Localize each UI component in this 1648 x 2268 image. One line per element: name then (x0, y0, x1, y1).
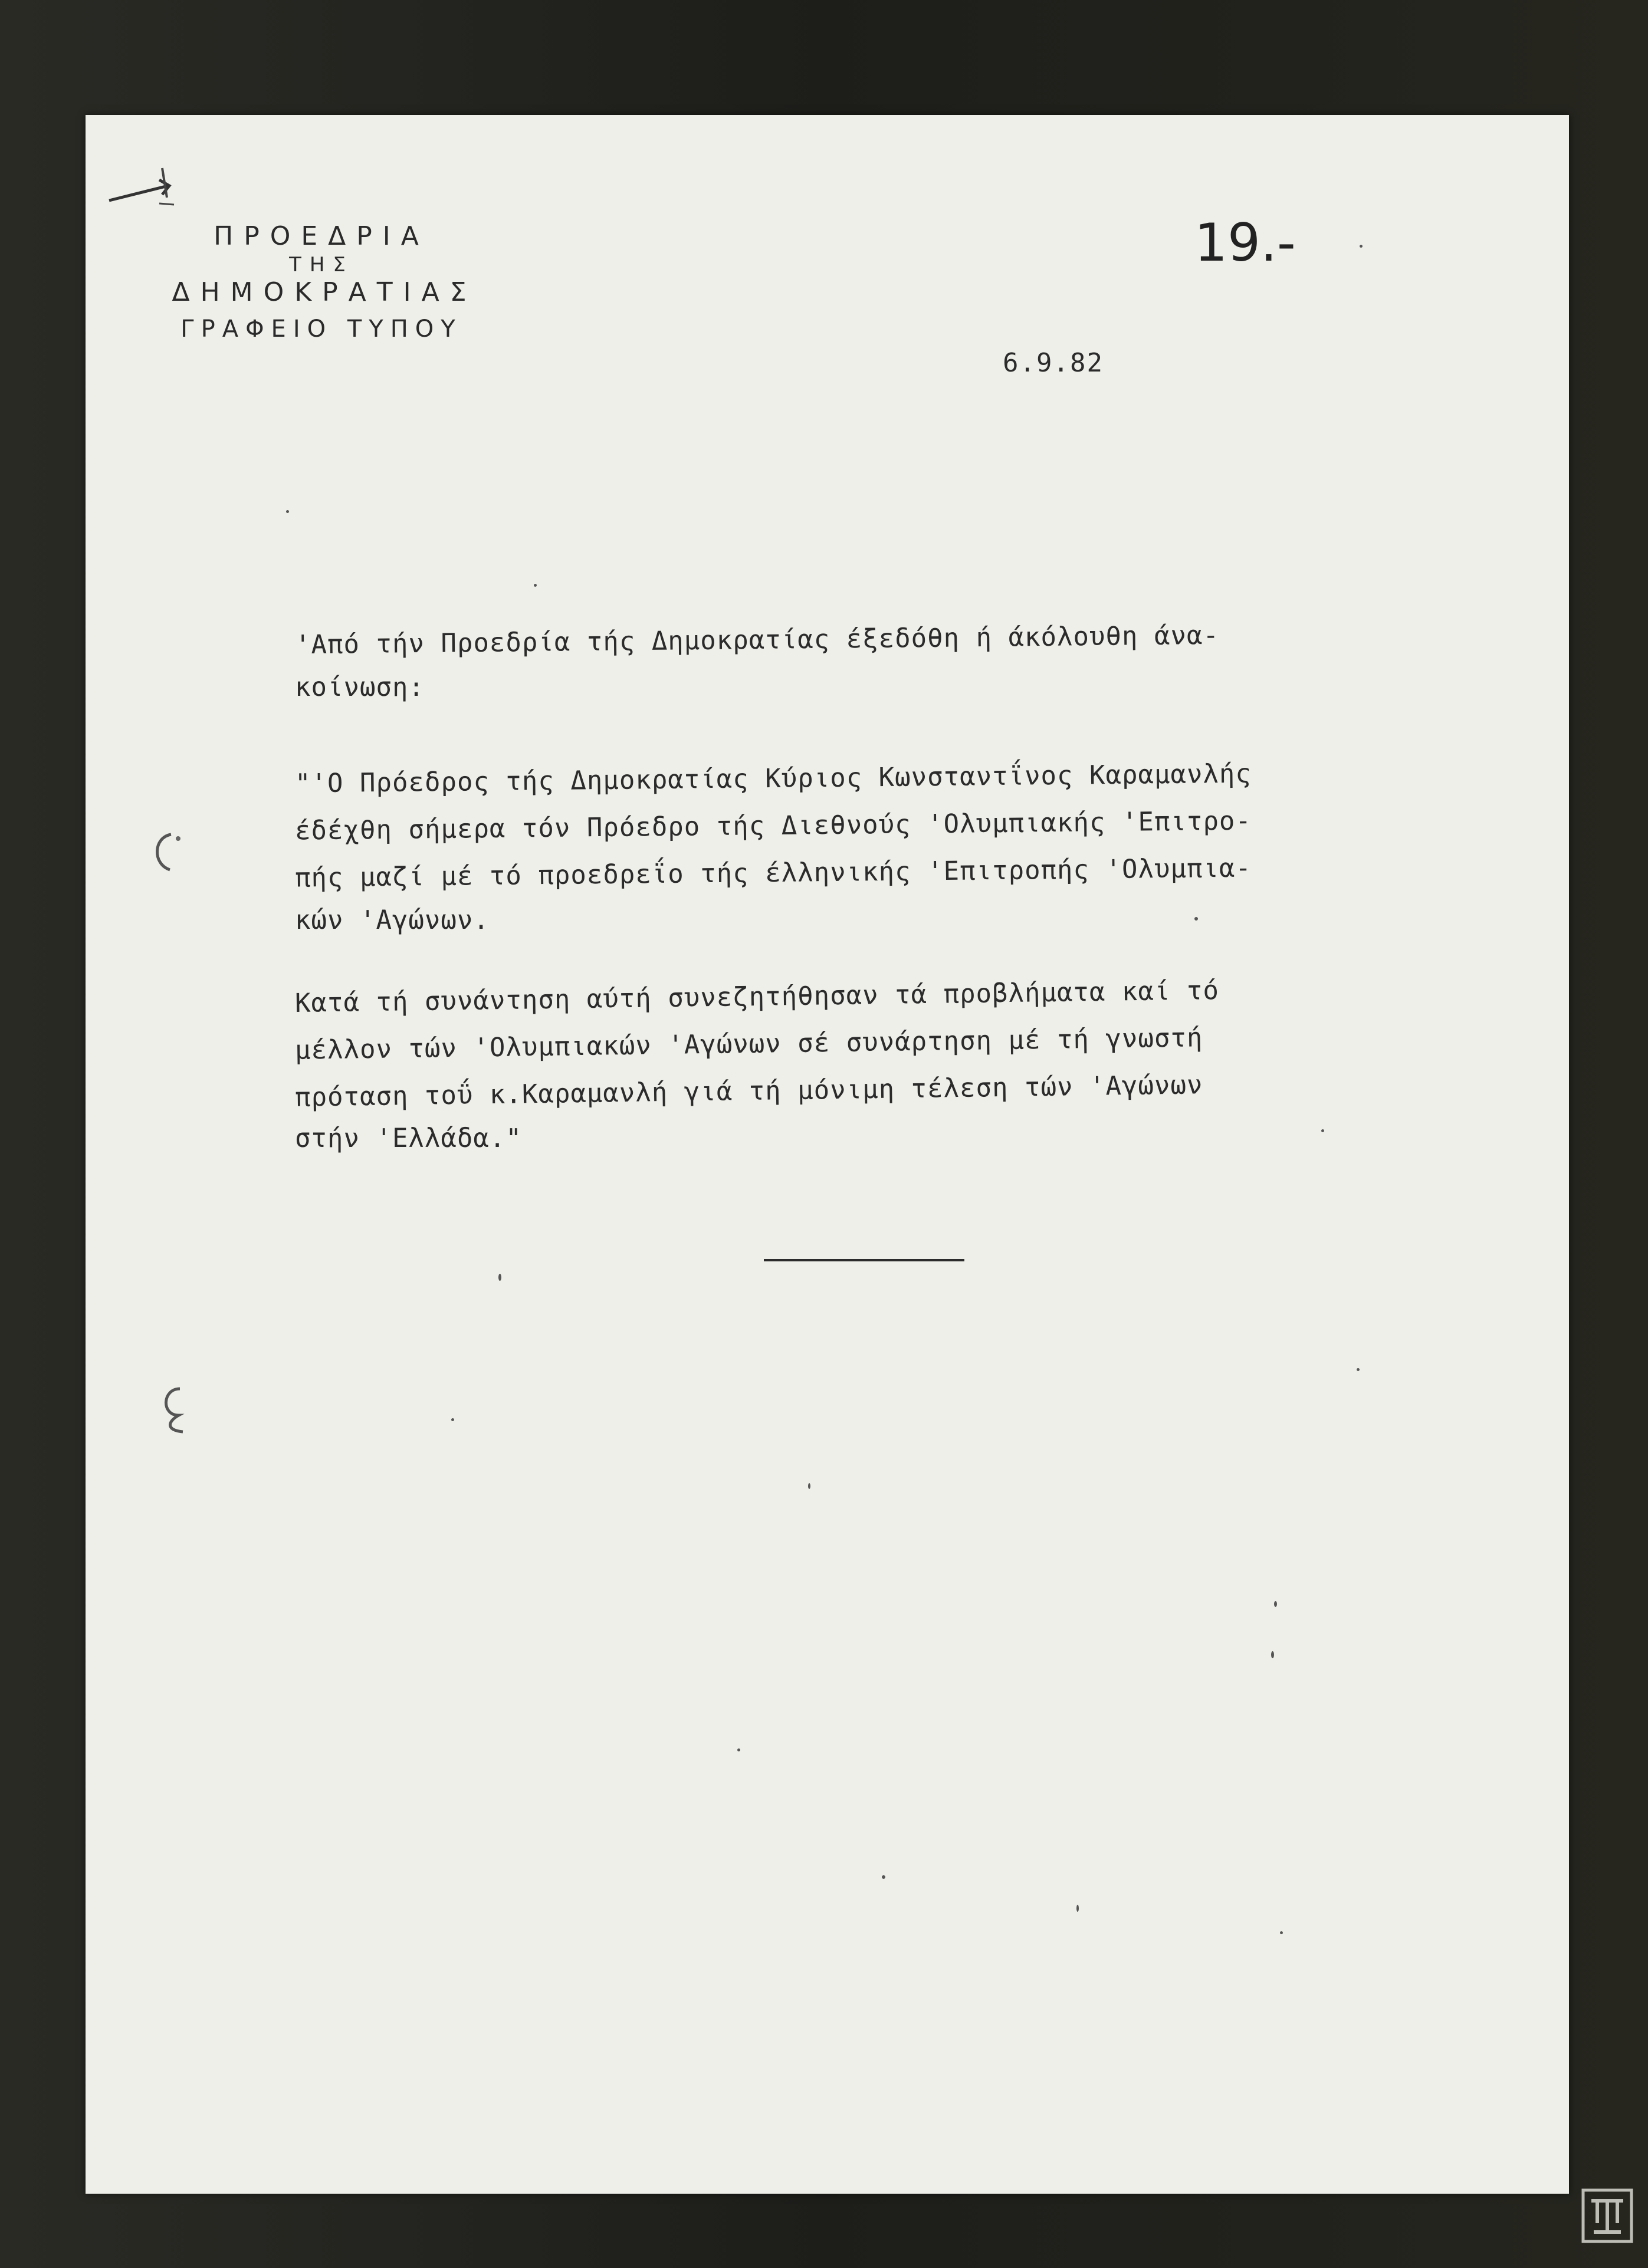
body-line: πρόταση τοΰ κ.Καραμανλή γιά τή μόνιμη τέλεση τών 'Αγώνων (294, 1070, 1203, 1113)
archive-emblem-icon (1581, 2188, 1634, 2244)
body-line: κών 'Αγώνων. (295, 905, 490, 935)
scan-speck (1280, 1931, 1283, 1934)
handwritten-arrow-mark (103, 144, 192, 215)
scan-speck (1271, 1651, 1274, 1658)
punch-hole-mark (142, 826, 189, 879)
page-number: 19.- (1194, 212, 1296, 273)
body-line: πής μαζί μέ τό προεδρεΐο τής έλληνικής 'Επιτροπής 'Ολυμπια- (294, 853, 1252, 893)
body-line: "'Ο Πρόεδρος τής Δημοκρατίας Κύριος Κωνσταντΐνος Καραμανλής (294, 758, 1252, 799)
scan-speck (1321, 1129, 1324, 1132)
scan-speck (1274, 1601, 1277, 1607)
scan-speck (451, 1418, 454, 1421)
document-date: 6.9.82 (1003, 348, 1104, 378)
scan-speck (534, 584, 537, 587)
closing-rule (764, 1259, 964, 1261)
body-line: έδέχθη σήμερα τόν Πρόεδρο τής Διεθνούς 'Ολυμπιακής 'Επιτρο- (294, 806, 1252, 846)
body-line: Κατά τή συνάντηση αύτή συνεζητήθησαν τά προβλήματα καί τό (294, 975, 1220, 1018)
document-page (86, 115, 1569, 2194)
scan-speck (808, 1483, 810, 1489)
punch-hole-mark (150, 1380, 198, 1439)
body-line: μέλλον τών 'Ολυμπιακών 'Αγώνων σέ συνάρτηση μέ τή γνωστή (294, 1023, 1203, 1066)
letterhead-line-4: ΓΡΑΦΕΙΟ ΤΥΠΟΥ (180, 315, 462, 343)
scan-speck (498, 1274, 501, 1281)
letterhead-line-2: ΤΗΣ (289, 253, 354, 277)
scan-speck (286, 510, 289, 513)
scan-speck (1076, 1905, 1079, 1912)
body-line: στήν 'Ελλάδα." (295, 1123, 522, 1153)
body-line: κοίνωση: (295, 672, 425, 702)
letterhead-line-1: ΠΡΟΕΔΡΙΑ (214, 221, 429, 251)
letterhead-line-3: ΔΗΜΟΚΡΑΤΙΑΣ (172, 277, 477, 307)
scan-speck (1360, 245, 1363, 248)
scan-speck (737, 1748, 740, 1751)
scan-speck (1357, 1368, 1360, 1371)
scan-speck (1194, 917, 1198, 921)
scan-speck (882, 1875, 885, 1879)
body-line: 'Από τήν Προεδρία τής Δημοκρατίας έξεδόθη ή άκόλουθη άνα- (294, 620, 1220, 660)
